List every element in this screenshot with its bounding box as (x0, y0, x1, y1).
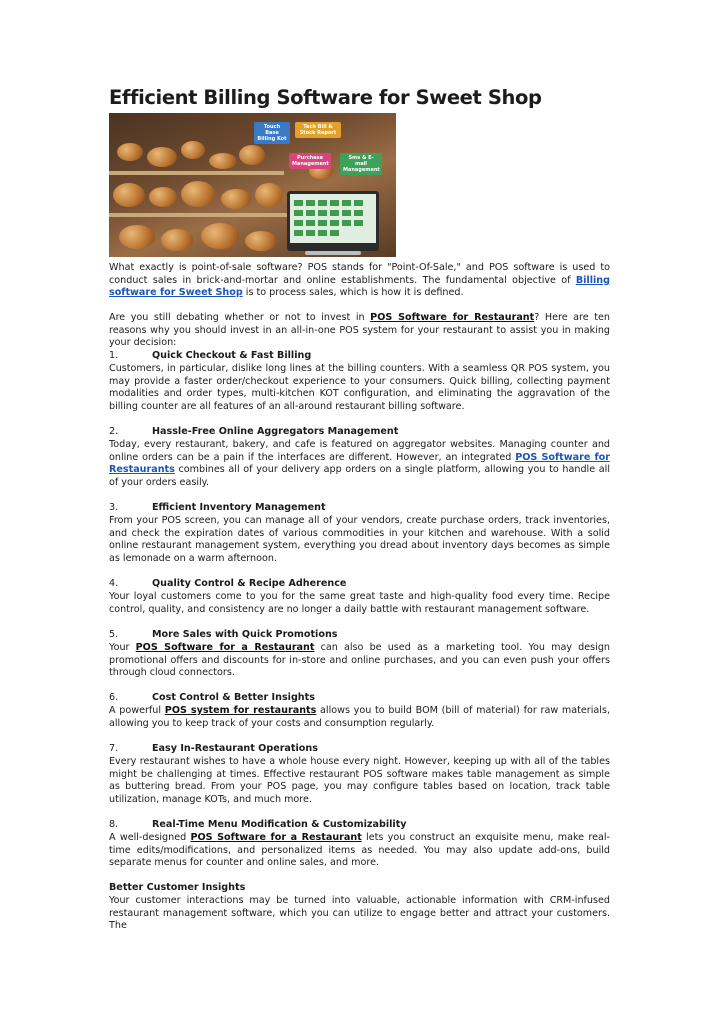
intro-paragraph: What exactly is point-of-sale software? POS stands for "Point-Of-Sale," and POS software is used to conduct sales in brick-and-mortar and online establishments. The fundamental objective of Billing software for Sweet Shop is to process sales, which is how it is defined. (109, 262, 610, 299)
hero-image (109, 113, 396, 257)
section-text: A powerful POS system for restaurants allows you to build BOM (bill of material) for raw materials, allowing you to keep track of your costs and consumption regularly. (109, 705, 611, 729)
section-text: Your loyal customers come to you for the same great taste and high-quality food every time. Recipe control, quality, and consistency are no longer a daily battle with restaurant management software. (109, 591, 610, 615)
pos-system-restaurants-link[interactable]: POS system for restaurants (164, 705, 317, 716)
section-heading: 1. Quick Checkout & Fast Billing (109, 350, 312, 361)
hero-tag: Touch Base Billing Kot (254, 122, 290, 144)
pos-software-restaurant-link[interactable]: POS Software for Restaurant (370, 312, 535, 323)
section-text: Customers, in particular, dislike long lines at the billing counters. With a seamless QR POS system, you may provide a faster order/checkout experience to your consumers. Quick billing, collecting payment modalities and order types, multi-kitchen KOT configuration, and eliminating the aggravation of the billing counter are all features of an all-around restaurant billing software. (109, 363, 610, 413)
section-heading: 8. Real-Time Menu Modification & Customizability (109, 819, 407, 830)
pos-monitor-illustration (287, 191, 379, 251)
section-heading: 3. Efficient Inventory Management (109, 502, 326, 513)
hero-tag: Purchase Management (289, 153, 331, 169)
hero-tag: Sms & E-mail Management (340, 153, 382, 175)
section-text: Every restaurant wishes to have a whole house every night. However, keeping up with all of the tables might be challenging at times. Effective restaurant POS software makes table management as simple as buttering bread. From your POS page, you may configure tables based on location, track table utilization, manage KOTs, and much more. (109, 756, 610, 806)
section-text: Your POS Software for a Restaurant can also be used as a marketing tool. You may design promotional offers and discounts for in-store and online purchases, and you can even push your offers through cloud connectors. (109, 642, 610, 679)
section-text: A well-designed POS Software for a Restaurant lets you construct an exquisite menu, make real-time edits/modifications, and personalized items as needed. You may also update add-ons, build separate menus for counter and online sales, and more. (109, 832, 610, 869)
final-section-heading: Better Customer Insights (109, 882, 246, 893)
pos-software-a-restaurant-link[interactable]: POS Software for a Restaurant (135, 642, 315, 653)
final-section-text: Your customer interactions may be turned into valuable, actionable information with CRM-infused restaurant management software, which you can utilize to engage better and attract your customers. The (109, 895, 610, 932)
section-heading: 5. More Sales with Quick Promotions (109, 629, 338, 640)
section-heading: 2. Hassle-Free Online Aggregators Management (109, 426, 399, 437)
section-text: From your POS screen, you can manage all of your vendors, create purchase orders, track inventories, and check the expiration dates of various commodities in your kitchen and warehouse. With a solid online restaurant management system, everything you dread about inventory days becomes as simple as lemonade on a warm afternoon. (109, 515, 610, 565)
hero-tag: Tech Bill & Stock Report (295, 122, 341, 138)
pos-software-a-restaurant-link-2[interactable]: POS Software for a Restaurant (190, 832, 362, 843)
pos-software-restaurants-link[interactable]: POS Software for Restaurants (109, 451, 611, 476)
page-title: Efficient Billing Software for Sweet Shop (109, 86, 542, 109)
reasons-intro-paragraph: Are you still debating whether or not to invest in POS Software for Restaurant? Here are ten reasons why you should invest in an all-in-one POS system for your restaurant to assist you in making your decision: (109, 312, 610, 349)
billing-software-link[interactable]: Billing software for Sweet Shop (109, 274, 610, 299)
section-text: Today, every restaurant, bakery, and cafe is featured on aggregator websites. Managing counter and online orders can be a pain if the interfaces are different. However, an integrated POS Software for Restaurants combines all of your delivery app orders on a single platform, allowing you to handle all of your orders easily. (109, 439, 611, 489)
section-heading: 6. Cost Control & Better Insights (109, 692, 315, 703)
section-heading: 4. Quality Control & Recipe Adherence (109, 578, 347, 589)
section-heading: 7. Easy In-Restaurant Operations (109, 743, 318, 754)
